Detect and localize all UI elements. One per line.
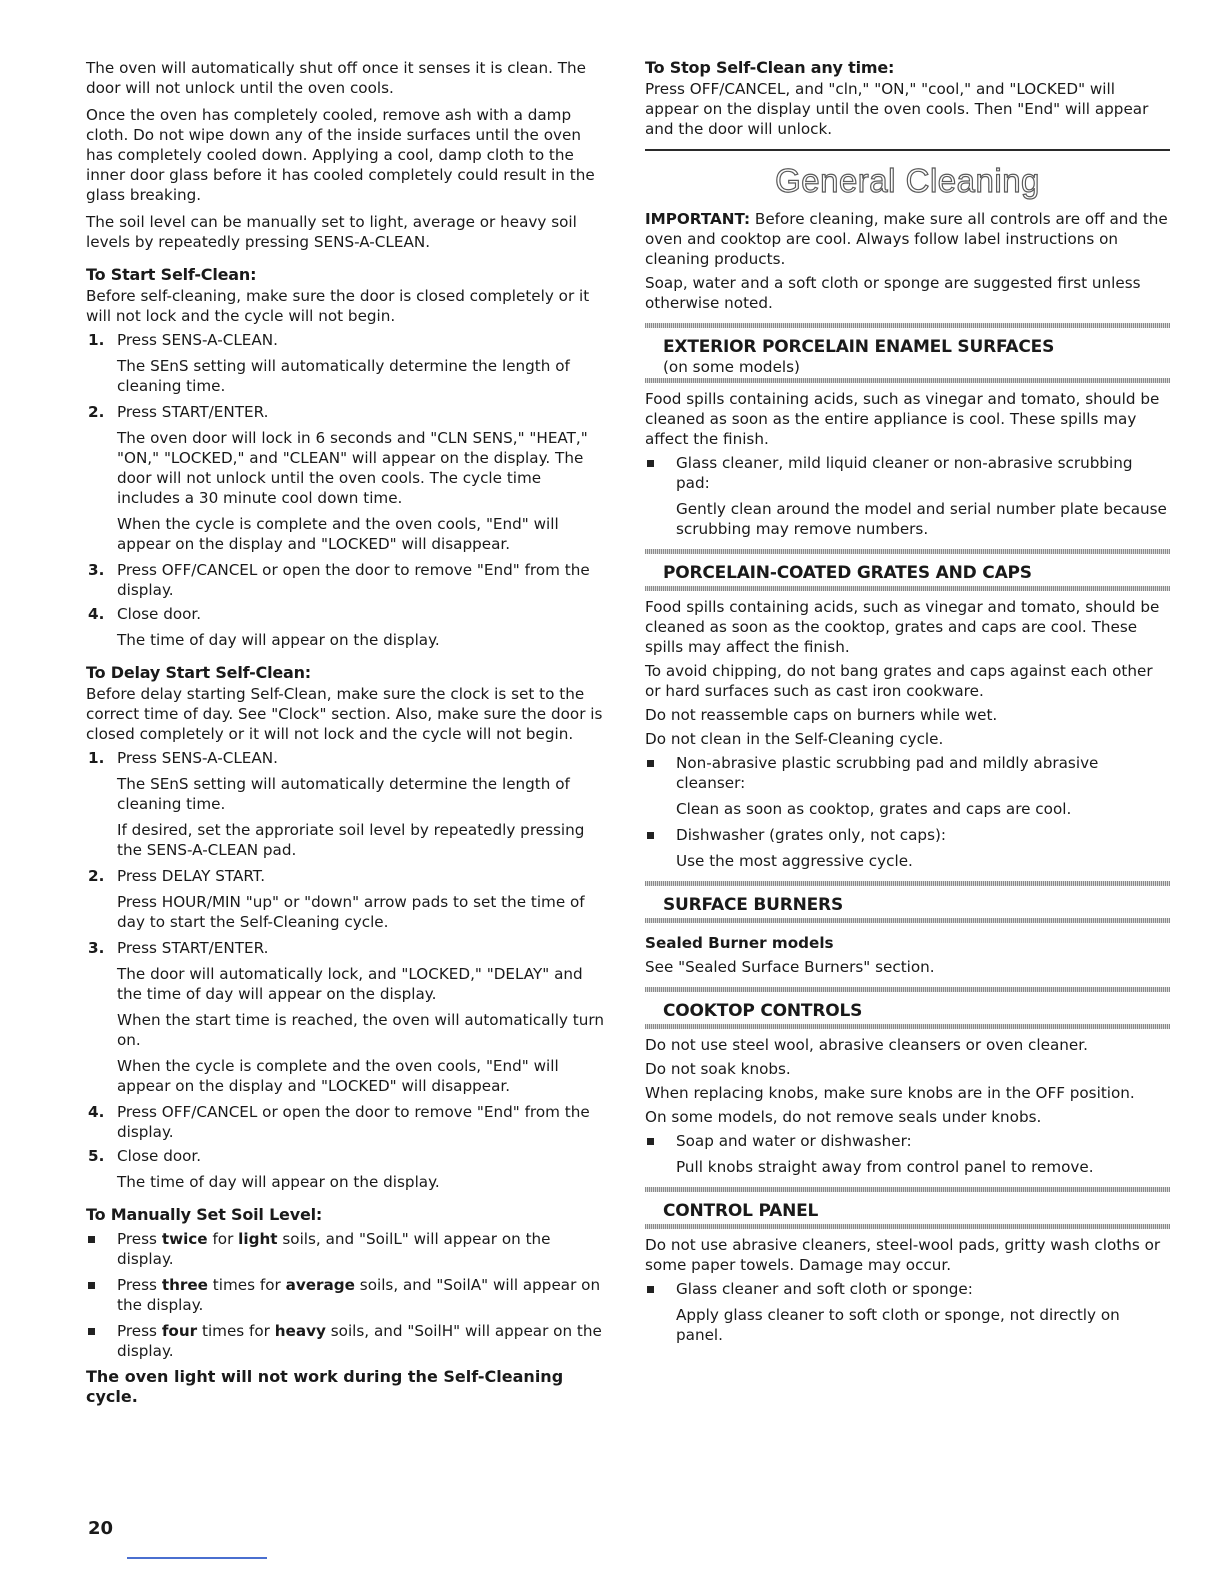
important-label: IMPORTANT:: [645, 210, 751, 228]
text: Press: [117, 1276, 162, 1294]
delay-step-3-detail: The door will automatically lock, and "LOCKED," "DELAY" and the time of day will appear on the display.: [117, 965, 583, 1003]
grates-title: PORCELAIN-COATED GRATES AND CAPS: [663, 563, 1032, 583]
footer-accent-line: [127, 1557, 267, 1559]
section-band-bottom: [645, 918, 1170, 923]
bullet-square-icon: [647, 1286, 654, 1293]
delay-intro: Before delay starting Self-Clean, make sure the clock is set to the correct time of day. See "Clock" section. Also, make sure the door is closed completely or it will not lock and the cycle will not begin.: [86, 685, 603, 743]
heading-start-self-clean: To Start Self-Clean:: [86, 265, 257, 284]
text: Press: [117, 1322, 162, 1340]
important-text: Before cleaning, make sure all controls are off and the oven and cooktop are cool. Always follow label instructions on cleaning products.: [645, 210, 1168, 268]
controls-bullet-detail: Pull knobs straight away from control panel to remove.: [676, 1158, 1094, 1176]
step-number: 4.: [88, 1103, 105, 1121]
heading-stop-self-clean: To Stop Self-Clean any time:: [645, 58, 895, 77]
panel-section: [645, 1187, 1170, 1345]
exterior-title: EXTERIOR PORCELAIN ENAMEL SURFACES: [663, 337, 1055, 357]
soil-bullet-light: [86, 1229, 608, 1269]
exterior-bullet: [645, 453, 1170, 493]
grates-bullet-1: [645, 753, 1170, 793]
right-column: [645, 58, 1170, 1351]
delay-step-2: [86, 866, 608, 886]
controls-p3: When replacing knobs, make sure knobs are in the OFF position.: [645, 1084, 1135, 1102]
controls-p2: Do not soak knobs.: [645, 1060, 791, 1078]
section-header: [645, 336, 1170, 376]
delay-step-1-detail: The SEnS setting will automatically determine the length of cleaning time.: [117, 775, 570, 813]
oven-light-note: The oven light will not work during the Self-Cleaning cycle.: [86, 1367, 564, 1406]
bullet-square-icon: [88, 1328, 95, 1335]
step-number: 2.: [88, 403, 105, 421]
burners-p1: See "Sealed Surface Burners" section.: [645, 958, 935, 976]
section-body: [645, 1235, 1170, 1345]
controls-p4: On some models, do not remove seals under knobs.: [645, 1108, 1042, 1126]
burners-subhead: Sealed Burner models: [645, 934, 834, 952]
step-text: Press OFF/CANCEL or open the door to remove "End" from the display.: [117, 561, 590, 599]
text: times for: [207, 1276, 286, 1294]
section-band-bottom: [645, 1024, 1170, 1029]
bullet-text: Dishwasher (grates only, not caps):: [676, 826, 947, 844]
burners-title: SURFACE BURNERS: [663, 895, 843, 915]
grates-bullet-1-detail: Clean as soon as cooktop, grates and caps are cool.: [676, 800, 1072, 818]
delay-step-3-detail-2: When the start time is reached, the oven will automatically turn on.: [117, 1011, 604, 1049]
controls-bullet: [645, 1131, 1170, 1151]
start-step-4-detail: The time of day will appear on the display.: [117, 631, 440, 649]
bullet-text: Soap and water or dishwasher:: [676, 1132, 912, 1150]
grates-section: [645, 549, 1170, 871]
important-note: [645, 209, 1170, 269]
delay-step-3-detail-3: When the cycle is complete and the oven cools, "End" will appear on the display and "LOCKED" will disappear.: [117, 1057, 559, 1095]
start-step-4: [86, 604, 608, 624]
delay-step-3: [86, 938, 608, 958]
exterior-subtitle: (on some models): [663, 358, 800, 376]
paragraph-soil-level: The soil level can be manually set to light, average or heavy soil levels by repeatedly pressing SENS-A-CLEAN.: [86, 213, 577, 251]
controls-title: COOKTOP CONTROLS: [663, 1001, 863, 1021]
section-band-bottom: [645, 378, 1170, 383]
bullet-text: Glass cleaner, mild liquid cleaner or non-abrasive scrubbing pad:: [676, 454, 1133, 492]
text: for: [207, 1230, 239, 1248]
bullet-square-icon: [88, 1282, 95, 1289]
page-number: 20: [88, 1518, 114, 1539]
step-number: 4.: [88, 605, 105, 623]
start-intro: Before self-cleaning, make sure the door is closed completely or it will not lock and the cycle will not begin.: [86, 287, 590, 325]
section-header: [645, 894, 1170, 916]
bullet-square-icon: [88, 1236, 95, 1243]
text: soils, and "SoilA" will appear on the display.: [117, 1276, 601, 1314]
grates-p2: To avoid chipping, do not bang grates and caps against each other or hard surfaces such as cast iron cookware.: [645, 662, 1153, 700]
section-header: [645, 1000, 1170, 1022]
delay-step-4: [86, 1102, 608, 1142]
delay-step-2-detail: Press HOUR/MIN "up" or "down" arrow pads to set the time of day to start the Self-Cleaning cycle.: [117, 893, 585, 931]
soil-bullet-heavy: [86, 1321, 608, 1361]
start-step-1: [86, 330, 608, 350]
heading-delay-start: To Delay Start Self-Clean:: [86, 663, 311, 682]
bullet-square-icon: [647, 460, 654, 467]
section-header: [645, 1200, 1170, 1222]
section-body: [645, 1035, 1170, 1177]
section-band-top: [645, 987, 1170, 992]
section-band-bottom: [645, 586, 1170, 591]
soap-note: Soap, water and a soft cloth or sponge are suggested first unless otherwise noted.: [645, 274, 1141, 312]
general-cleaning-title: General Cleaning: [775, 162, 1040, 199]
exterior-p1: Food spills containing acids, such as vinegar and tomato, should be cleaned as soon as the entire appliance is cool. These spills may affect the finish.: [645, 390, 1160, 448]
step-text: Press SENS-A-CLEAN.: [117, 749, 278, 767]
section-divider: [645, 149, 1170, 151]
section-body: [645, 389, 1170, 539]
step-number: 5.: [88, 1147, 105, 1165]
step-text: Press OFF/CANCEL or open the door to remove "End" from the display.: [117, 1103, 590, 1141]
text: Press: [117, 1230, 162, 1248]
controls-section: [645, 987, 1170, 1177]
step-text: Press START/ENTER.: [117, 939, 269, 957]
grates-p1: Food spills containing acids, such as vinegar and tomato, should be cleaned as soon as the cooktop, grates and caps are cool. These spills may affect the finish.: [645, 598, 1160, 656]
section-band-top: [645, 881, 1170, 886]
bullet-square-icon: [647, 760, 654, 767]
left-column: [86, 58, 608, 1407]
step-text: Press SENS-A-CLEAN.: [117, 331, 278, 349]
section-band-top: [645, 549, 1170, 554]
emphasis: light: [238, 1230, 278, 1248]
emphasis: twice: [161, 1230, 208, 1248]
section-band-top: [645, 1187, 1170, 1192]
grates-p4: Do not clean in the Self-Cleaning cycle.: [645, 730, 944, 748]
emphasis: four: [161, 1322, 198, 1340]
grates-p3: Do not reassemble caps on burners while wet.: [645, 706, 998, 724]
bullet-text: Glass cleaner and soft cloth or sponge:: [676, 1280, 973, 1298]
controls-p1: Do not use steel wool, abrasive cleansers or oven cleaner.: [645, 1036, 1088, 1054]
panel-bullet: [645, 1279, 1170, 1299]
section-band-bottom: [645, 1224, 1170, 1229]
burners-section: [645, 881, 1170, 977]
grates-bullet-2: [645, 825, 1170, 845]
emphasis: average: [285, 1276, 355, 1294]
section-header: [645, 562, 1170, 584]
emphasis: heavy: [274, 1322, 326, 1340]
step-number: 3.: [88, 561, 105, 579]
start-step-2: [86, 402, 608, 422]
step-text: Close door.: [117, 1147, 202, 1165]
heading-manual-soil-level: To Manually Set Soil Level:: [86, 1205, 323, 1224]
section-band-top: [645, 323, 1170, 328]
exterior-section: [645, 323, 1170, 539]
step-text: Press DELAY START.: [117, 867, 266, 885]
delay-step-1: [86, 748, 608, 768]
panel-title: CONTROL PANEL: [663, 1201, 819, 1221]
soil-bullet-average: [86, 1275, 608, 1315]
delay-step-5-detail: The time of day will appear on the display.: [117, 1173, 440, 1191]
paragraph-auto-shutoff: The oven will automatically shut off once it senses it is clean. The door will not unlock until the oven cools.: [86, 59, 586, 97]
paragraph-remove-ash: Once the oven has completely cooled, remove ash with a damp cloth. Do not wipe down any of the inside surfaces until the oven has completely cooled down. Applying a cool, damp cloth to the inner door glass before it has cooled completely could result in the glass breaking.: [86, 106, 595, 204]
text: soils, and "SoilH" will appear on the display.: [117, 1322, 602, 1360]
step-number: 2.: [88, 867, 105, 885]
text: soils, and "SoilL" will appear on the display.: [117, 1230, 551, 1268]
step-number: 1.: [88, 331, 105, 349]
step-number: 3.: [88, 939, 105, 957]
start-step-2-detail: The oven door will lock in 6 seconds and "CLN SENS," "HEAT," "ON," "LOCKED," and "CLEAN" will appear on the display. The door will not unlock until the oven cools. The cycle time includes a 30 minute cool down time.: [117, 429, 588, 507]
delay-step-1-detail-2: If desired, set the approriate soil level by repeatedly pressing the SENS-A-CLEAN pad.: [117, 821, 585, 859]
panel-bullet-detail: Apply glass cleaner to soft cloth or sponge, not directly on panel.: [676, 1306, 1120, 1344]
bullet-square-icon: [647, 1138, 654, 1145]
bullet-text: Non-abrasive plastic scrubbing pad and mildly abrasive cleanser:: [676, 754, 1099, 792]
start-step-1-detail: The SEnS setting will automatically determine the length of cleaning time.: [117, 357, 570, 395]
bullet-square-icon: [647, 832, 654, 839]
start-step-2-detail-2: When the cycle is complete and the oven cools, "End" will appear on the display and "LOCKED" will disappear.: [117, 515, 559, 553]
grates-bullet-2-detail: Use the most aggressive cycle.: [676, 852, 913, 870]
step-text: Press START/ENTER.: [117, 403, 269, 421]
section-body: [645, 597, 1170, 871]
panel-p1: Do not use abrasive cleaners, steel-wool pads, gritty wash cloths or some paper towels. Damage may occur.: [645, 1236, 1161, 1274]
step-number: 1.: [88, 749, 105, 767]
exterior-bullet-detail: Gently clean around the model and serial number plate because scrubbing may remove numbers.: [676, 500, 1167, 538]
step-text: Close door.: [117, 605, 202, 623]
delay-step-5: [86, 1146, 608, 1166]
text: times for: [197, 1322, 275, 1340]
stop-text: Press OFF/CANCEL, and "cln," "ON," "cool," and "LOCKED" will appear on the display until the oven cools. Then "End" will appear and the door will unlock.: [645, 80, 1149, 138]
start-step-3: [86, 560, 608, 600]
emphasis: three: [161, 1276, 208, 1294]
